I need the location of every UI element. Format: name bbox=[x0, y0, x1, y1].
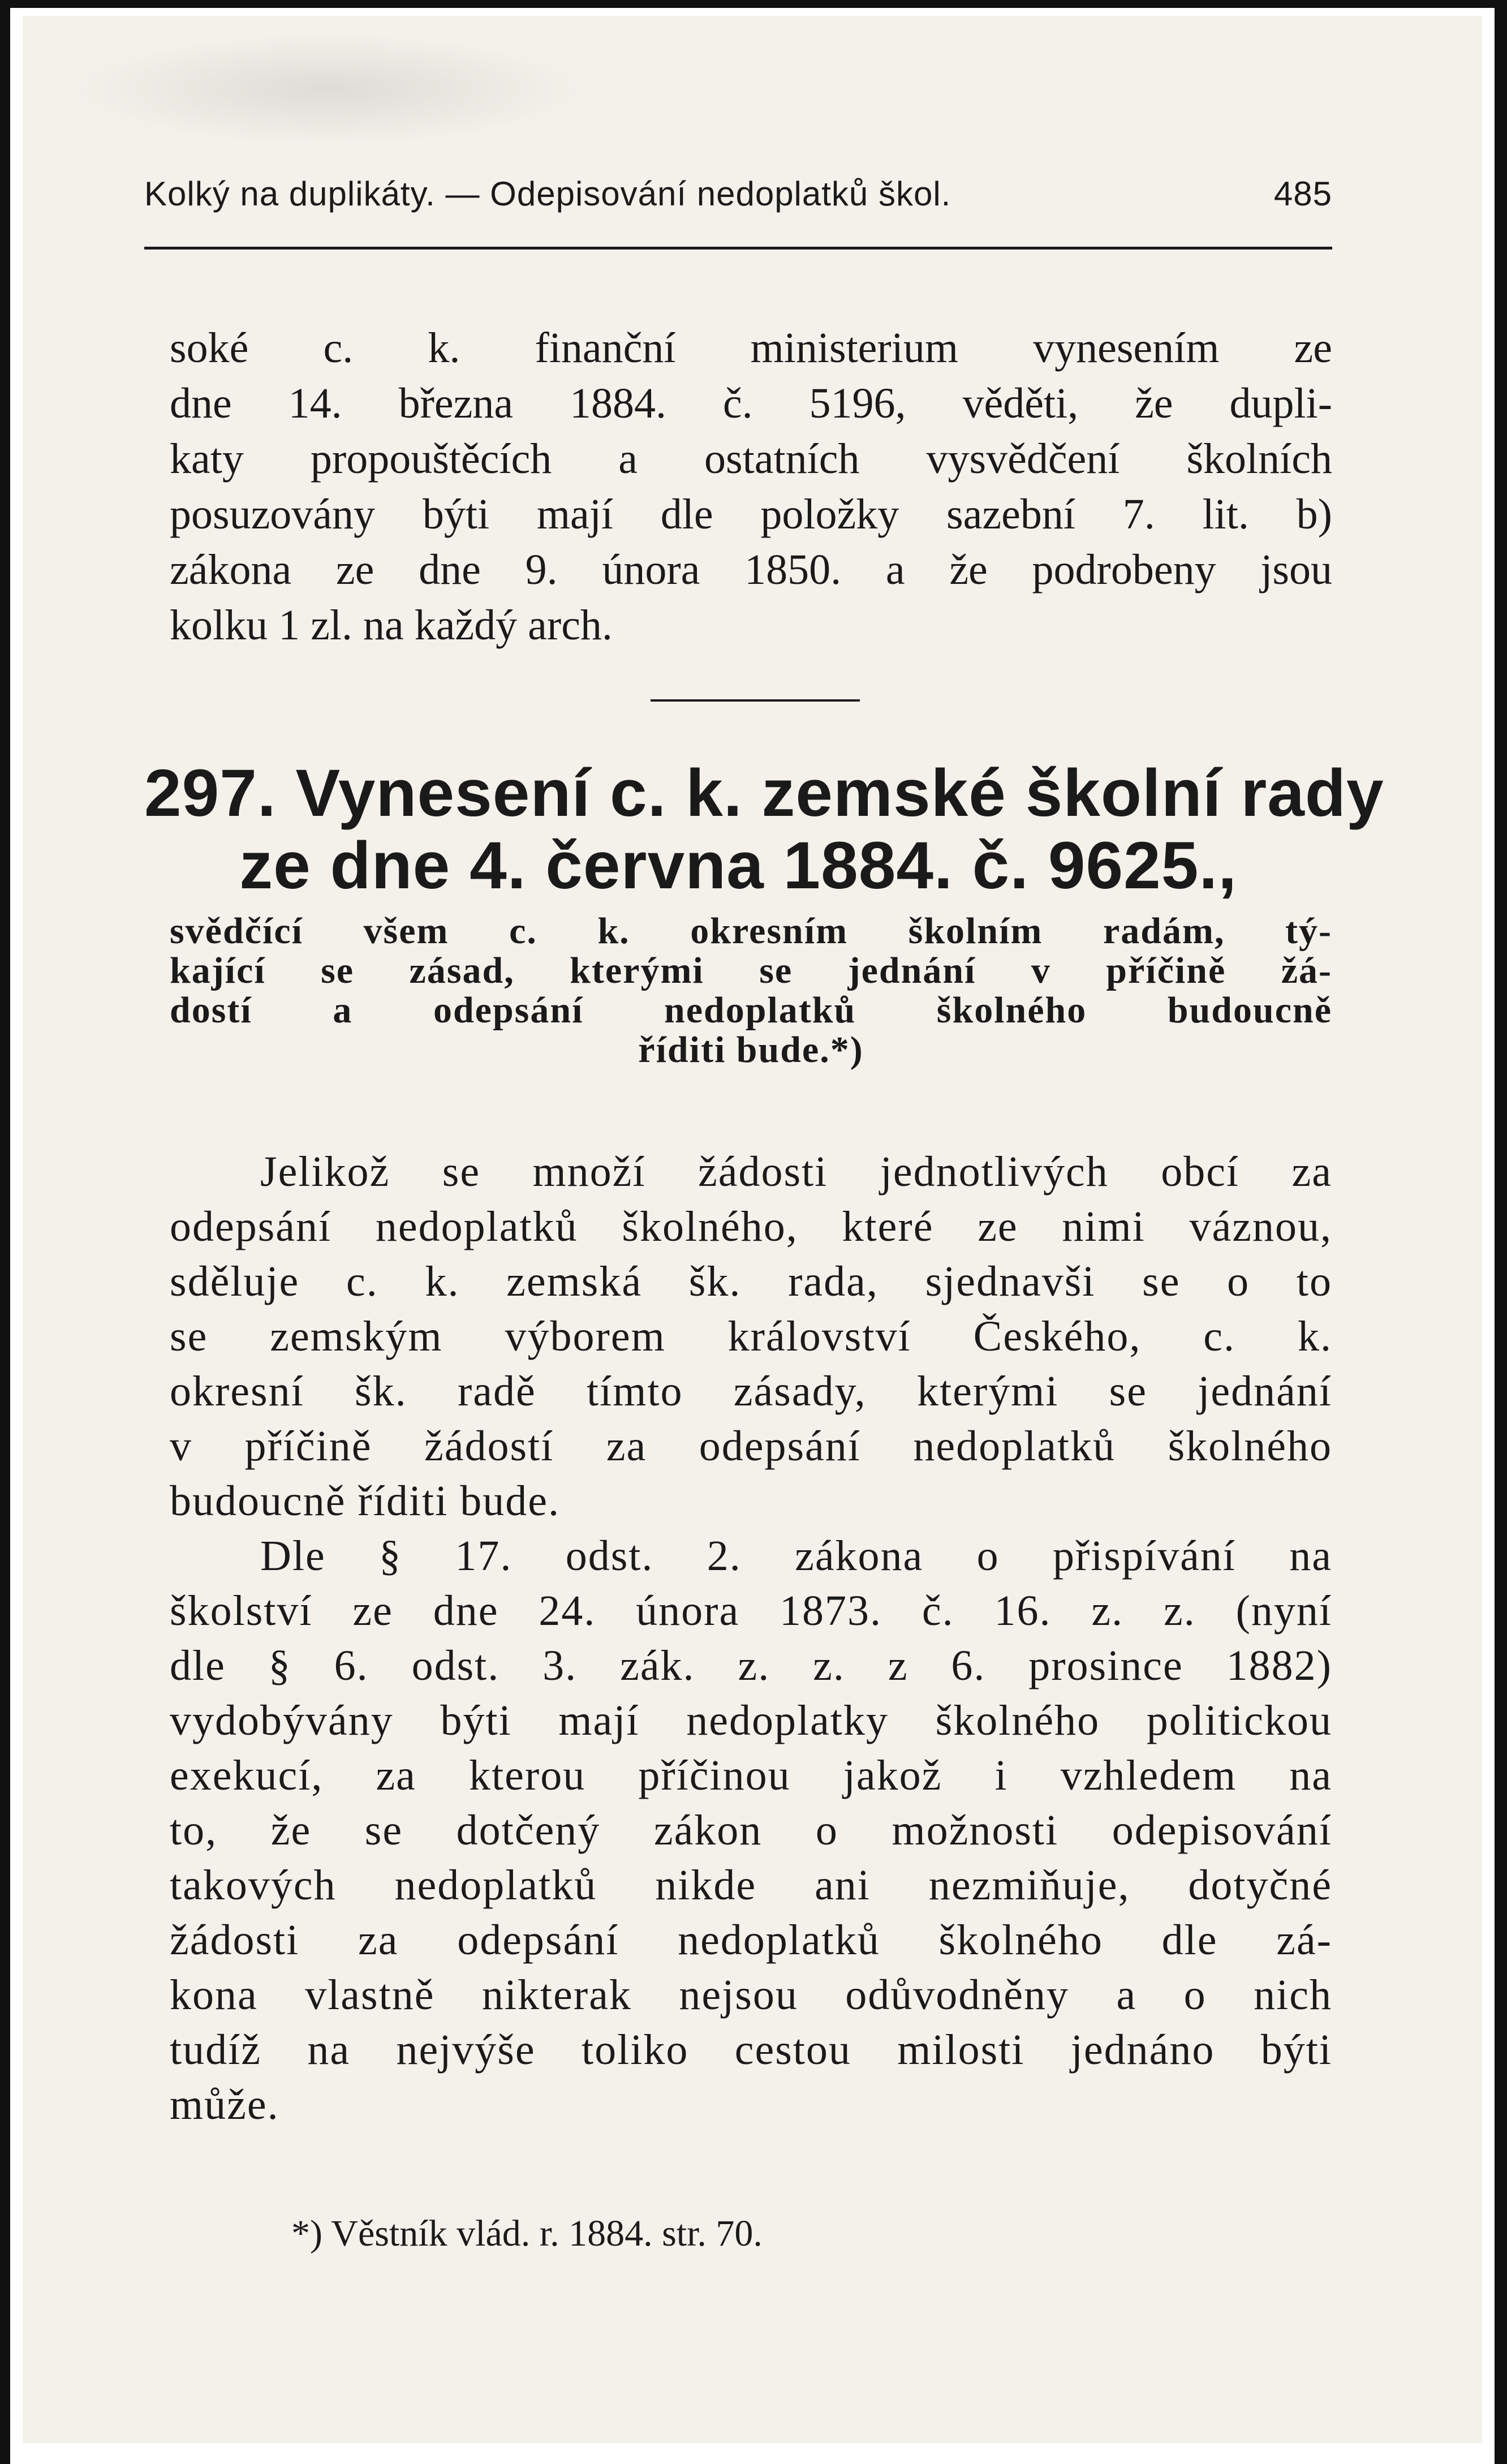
section-subheading bbox=[170, 911, 1332, 1070]
text-line: soké c. k. finanční ministerium vynesením ze bbox=[170, 324, 1332, 372]
text-line: školství ze dne 24. února 1873. č. 16. z. z. (nyní bbox=[170, 1587, 1332, 1635]
heading-line: ze dne 4. června 1884. č. 9625., bbox=[239, 828, 1237, 903]
text-line: katy propouštěcích a ostatních vysvědčení školních bbox=[170, 435, 1332, 483]
section-divider bbox=[651, 699, 860, 702]
heading-line: 297. Vynesení c. k. zemské školní rady bbox=[144, 756, 1384, 831]
scan-border-right bbox=[1495, 0, 1507, 2464]
scan-border-left bbox=[0, 0, 10, 2464]
text-line: žádosti za odepsání nedoplatků školného dle zá- bbox=[170, 1916, 1332, 1964]
running-head bbox=[144, 174, 1332, 220]
text-line: dne 14. března 1884. č. 5196, věděti, že dupli- bbox=[170, 380, 1332, 427]
text-line: zákona ze dne 9. února 1850. a že podrobeny jsou bbox=[170, 546, 1332, 594]
text-line: Jelikož se množí žádosti jednotlivých obcí za bbox=[260, 1148, 1332, 1196]
text-line: sděluje c. k. zemská šk. rada, sjednavši se o to bbox=[170, 1258, 1332, 1305]
text-line: exekucí, za kterou příčinou jakož i vzhledem na bbox=[170, 1752, 1332, 1799]
text-line: kona vlastně nikterak nejsou odůvodněny a o nich bbox=[170, 1971, 1332, 2019]
text-line: dle § 6. odst. 3. zák. z. z. z 6. prosince 1882) bbox=[170, 1642, 1332, 1689]
main-body bbox=[170, 1145, 1332, 2132]
text-line: to, že se dotčený zákon o možnosti odepisování bbox=[170, 1807, 1332, 1854]
scan-border-top bbox=[0, 0, 1507, 8]
subheading-line: dostí a odepsání nedoplatků školného budoucně bbox=[170, 990, 1332, 1031]
subheading-line: svědčící všem c. k. okresním školním radám, tý- bbox=[170, 910, 1332, 952]
text-line: v příčině žádostí za odepsání nedoplatků školného bbox=[170, 1422, 1332, 1470]
footnote: *) Věstník vlád. r. 1884. str. 70. bbox=[291, 2213, 763, 2254]
text-line: tudíž na nejvýše toliko cestou milosti jednáno býti bbox=[170, 2026, 1332, 2074]
text-line: může. bbox=[170, 2081, 279, 2128]
intro-paragraph bbox=[170, 320, 1332, 653]
text-line: Dle § 17. odst. 2. zákona o přispívání na bbox=[260, 1532, 1332, 1580]
book-page bbox=[23, 16, 1482, 2443]
header-rule bbox=[144, 247, 1332, 250]
text-line: posuzovány býti mají dle položky sazební 7. lit. b) bbox=[170, 491, 1332, 538]
text-line: takových nedoplatků nikde ani nezmiňuje, dotyčné bbox=[170, 1861, 1332, 1909]
page-number: 485 bbox=[1273, 175, 1332, 213]
section-heading bbox=[144, 756, 1384, 903]
paper-smudge bbox=[74, 33, 583, 146]
running-head-title: Kolký na duplikáty. — Odepisování nedoplatků škol. bbox=[144, 175, 951, 213]
text-line: okresní šk. radě tímto zásady, kterými se jednání bbox=[170, 1368, 1332, 1415]
subheading-line: říditi bude.*) bbox=[638, 1029, 864, 1070]
text-line: vydobývány býti mají nedoplatky školného politickou bbox=[170, 1697, 1332, 1744]
text-line: odepsání nedoplatků školného, které ze nimi váznou, bbox=[170, 1203, 1332, 1250]
text-line: kolku 1 zl. na každý arch. bbox=[170, 601, 613, 649]
text-line: budoucně říditi bude. bbox=[170, 1477, 560, 1525]
subheading-line: kající se zásad, kterými se jednání v příčině žá- bbox=[170, 950, 1332, 991]
text-line: se zemským výborem království Českého, c. k. bbox=[170, 1313, 1332, 1360]
